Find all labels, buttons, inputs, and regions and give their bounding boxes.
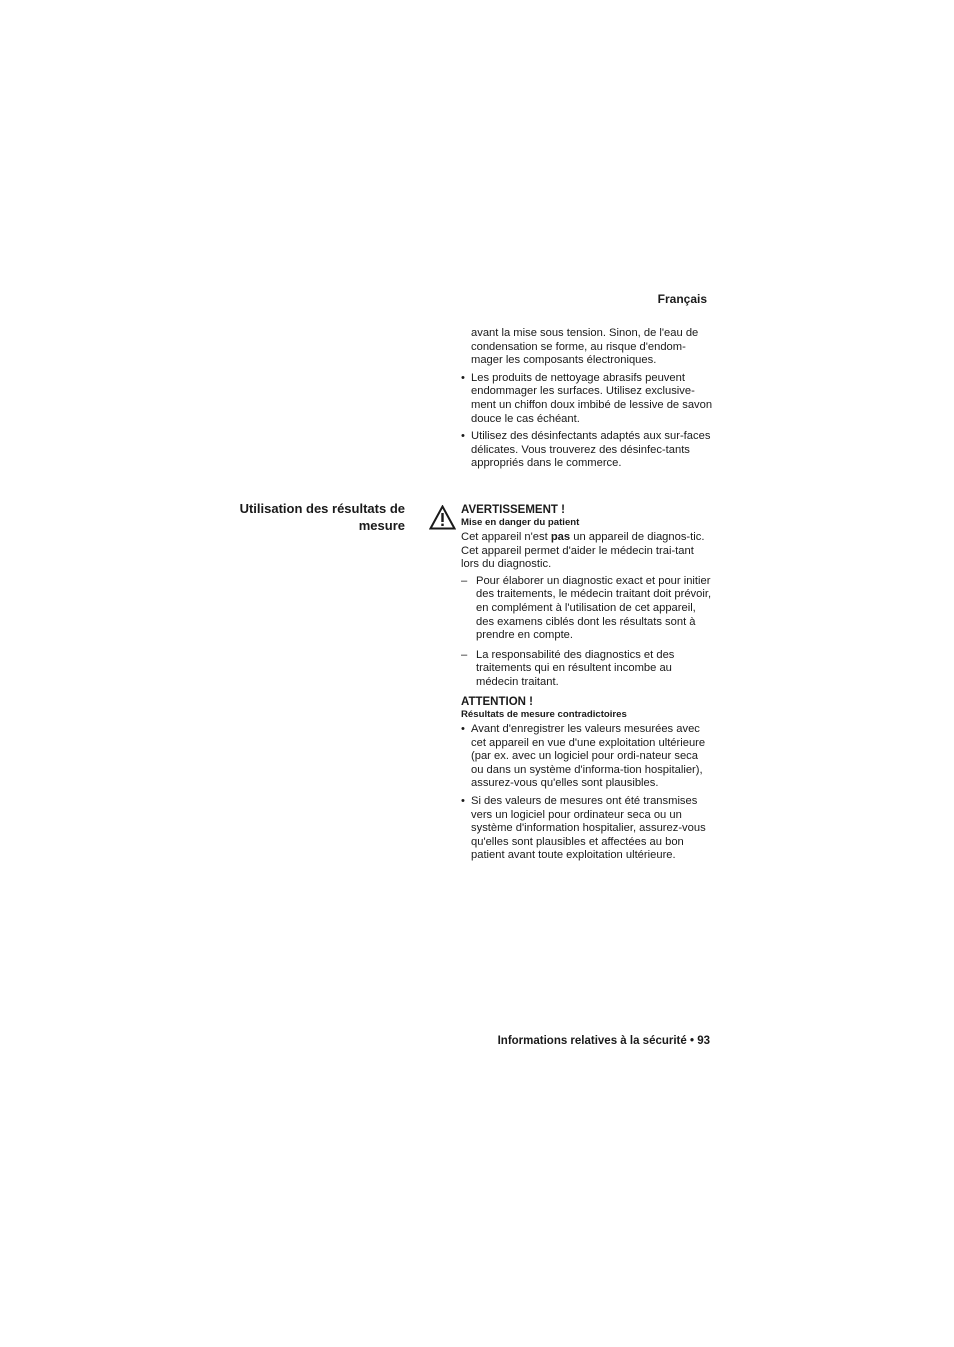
- warning-intro: [461, 531, 713, 572]
- attention-heading: ATTENTION !: [461, 696, 533, 708]
- attention-bullet: • Si des valeurs de mesures ont été transmises vers un logiciel pour ordinateur seca ou un système d'information hospitalier, assurez-vous qu'elles sont plausibles et affectées au bon patient avant toute exploitation ultérieure.: [461, 795, 713, 863]
- warning-dash-item: – La responsabilité des diagnostics et des traitements qui en résultent incombe au médecin traitant.: [461, 649, 713, 690]
- warning-triangle-icon: [429, 505, 456, 530]
- warning-intro-pre: Cet appareil n'est: [461, 531, 551, 543]
- attention-block: [461, 695, 713, 867]
- language-label: Français: [657, 292, 707, 306]
- warning-subheading: Mise en danger du patient: [461, 517, 580, 528]
- cleaning-section: [461, 327, 713, 475]
- warning-heading: AVERTISSEMENT !: [461, 504, 565, 516]
- cleaning-bullet: • Les produits de nettoyage abrasifs peuvent endommager les surfaces. Utilisez exclusive-ment un chiffon doux imbibé de lessive de savon douce le cas échéant.: [461, 372, 713, 426]
- page-footer: Informations relatives à la sécurité • 93: [497, 1035, 710, 1047]
- warning-dash-item: – Pour élaborer un diagnostic exact et pour initier des traitements, le médecin traitant doit prévoir, en complément à l'utilisation de cet appareil, des examens ciblés dont les résultats sont à prendre en compte.: [461, 575, 713, 643]
- cleaning-continued-text: avant la mise sous tension. Sinon, de l'eau de condensation se forme, au risque d'endom-mager les composants électroniques.: [471, 327, 699, 367]
- attention-subheading: Résultats de mesure contradictoires: [461, 709, 627, 720]
- warning-block: [461, 503, 713, 694]
- section-title: Utilisation des résultats de mesure: [239, 501, 405, 533]
- cleaning-bullet: • Utilisez des désinfectants adaptés aux sur-faces délicates. Vous trouverez des désinfec-tants appropriés dans le commerce.: [461, 430, 713, 471]
- attention-bullet: • Avant d'enregistrer les valeurs mesurées avec cet appareil en vue d'une exploitation ultérieure (par ex. avec un logiciel pour ordi-nateur seca ou dans un système d'informa-tion hospitalier), assurez-vous qu'elles sont plausibles.: [461, 723, 713, 791]
- warning-intro-bold: pas: [550, 531, 571, 543]
- warning-intro-post: un appareil de diagnos-tic. Cet appareil permet d'aider le médecin trai-tant lors du diagnostic.: [461, 531, 705, 571]
